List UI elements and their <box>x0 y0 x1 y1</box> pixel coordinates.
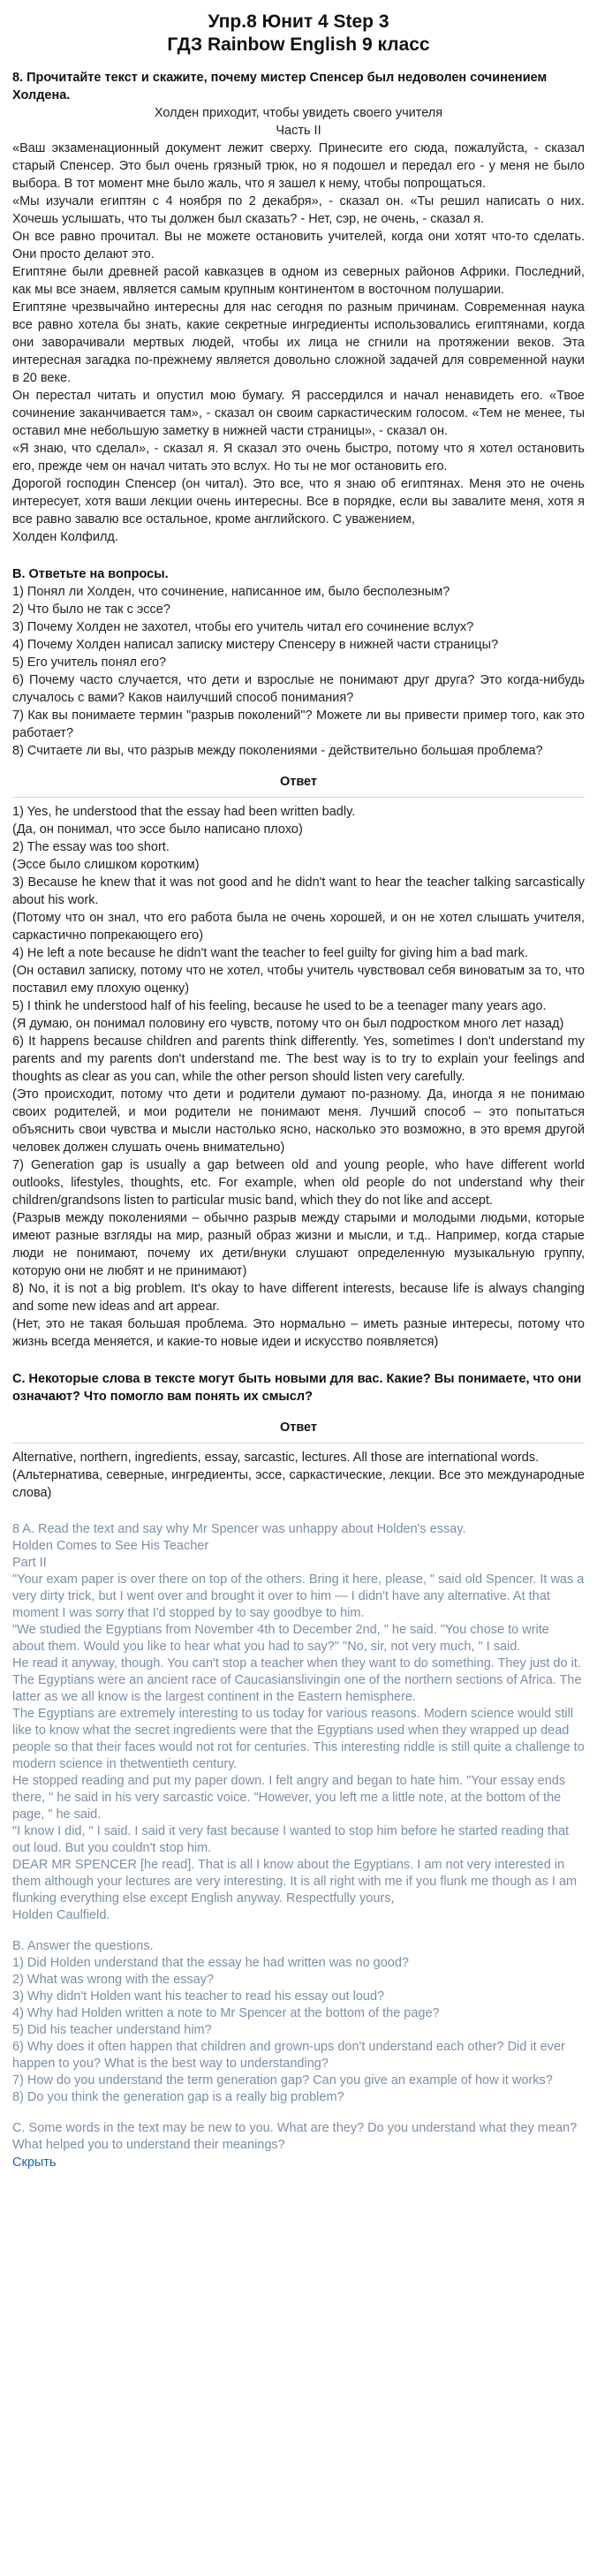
original-paragraph: "I know I did, " I said. I said it very fast because I wanted to stop him before he started reading that out loud. But you couldn't stop him. <box>12 1824 570 1855</box>
original-task-heading: 8 A. Read the text and say why Mr Spencer was unhappy about Holden's essay. <box>12 1522 466 1536</box>
collapse-link[interactable]: Скрыть <box>12 2156 57 2170</box>
original-paragraph: "We studied the Egyptians from November 4th to December 2nd, " he said. "You chose to write about them. Would you like to hear what you had to say?" "No, sir, not very much, " I said. <box>12 1623 549 1654</box>
answer-label: Ответ <box>279 1421 318 1435</box>
answer-translation: (Это происходит, потому что дети и родители думают по-разному. Да, иногда я не понимаю своих родителей, и мои родители не понимают меня. Лучший способ – это попытаться объяснить свои чувства и мысли настолько ясно, насколько это возможно, в это время другой человек должен слушать очень внимательно) <box>12 1087 585 1155</box>
task-c-heading: С. Некоторые слова в тексте могут быть новыми для вас. Какие? Вы понимаете, что они означают? Что помогло вам понять их смысл? <box>12 1372 582 1404</box>
original-question: 2) What was wrong with the essay? <box>12 1973 215 1987</box>
answer-translation: (Он оставил записку, потому что не хотел, чтобы учитель чувствовал себя виноватым за то, что поставил ему плохую оценку) <box>12 964 585 996</box>
story-paragraph: Египтяне были древней расой кавказцев в одном из северных районов Африки. Последний, как мы все знаем, является самым крупным континентом в восточном полушарии. <box>12 265 585 297</box>
original-paragraph: The Egyptians were an ancient race of Caucasianslivingin one of the northern sections of Africa. The latter as we all know is the largest continent in the Eastern hemisphere. <box>12 1673 582 1704</box>
original-question: 6) Why does it often happen that children and grown-ups don't understand each other? Did it ever happen to you? What is the best way to understanding? <box>12 2040 565 2071</box>
story-paragraph: «Ваш экзаменационный документ лежит сверху. Принесите его сюда, пожалуйста, - сказал старый Спенсер. Это был очень грязный трюк, но я подошел и передал его - у меня не было выбора. В тот момент мне было жаль, что я зашел к нему, чтобы попрощаться. <box>12 141 585 191</box>
task-b-answers <box>12 803 585 1351</box>
task-b-section <box>12 565 585 1351</box>
answer-translation: (Я думаю, он понимал половину его чувств, потому что он был подростком много лет назад) <box>12 1017 564 1031</box>
answer-label: Ответ <box>279 775 318 789</box>
story-paragraph: «Я знаю, что сделал», - сказал я. Я сказал это очень быстро, потому что я хотел остановить его, прежде чем он начал читать это вслух. Но ты не мог остановить его. <box>12 442 585 474</box>
story-paragraph: Египтяне чрезвычайно интересны для нас сегодня по разным причинам. Современная наука все равно хотела бы знать, какие секретные ингредиенты использовались египтянами, когда они заворачивали мертвых людей, чтобы их лица не сгнили на протяжении веков. Эта интересная загадка по-прежнему является довольно сложной задачей для современной науки в 20 веке. <box>12 300 585 385</box>
task-c-section <box>12 1370 585 1502</box>
question-item: 1) Понял ли Холден, что сочинение, написанное им, было бесполезным? <box>12 585 450 599</box>
original-paragraph: The Egyptians are extremely interesting to us today for various reasons. Modern science would still like to know what the secret ingredients were that the Egyptians used when they wrapped up dead people so that their faces would not rot for centuries. This interesting riddle is still quite a challenge to modern science in thetwentieth century. <box>12 1707 585 1771</box>
task-8-section <box>12 69 585 546</box>
original-paragraph: He stopped reading and put my paper down. I felt angry and began to hate him. "Your essay ends there, " he said in his very sarcastic voice. "However, you left me a little note, at the bottom of the page, " he said. <box>12 1774 566 1822</box>
answer-translation: (Да, он понимал, что эссе было написано плохо) <box>12 822 303 837</box>
answer-item: 8) No, it is not a big problem. It's okay to have different interests, because life is always changing and some new ideas and art appear. <box>12 1282 585 1314</box>
page-title <box>12 11 585 57</box>
question-item: 3) Почему Холден не захотел, чтобы его учитель читал его сочинение вслух? <box>12 620 474 634</box>
question-item: 5) Его учитель понял его? <box>12 655 167 670</box>
task-8-heading: 8. Прочитайте текст и скажите, почему мистер Спенсер был недоволен сочинением Холдена. <box>12 71 548 102</box>
original-question: 1) Did Holden understand that the essay he had written was no good? <box>12 1956 409 1970</box>
answer-translation: (Нет, это не такая большая проблема. Это нормально – иметь разные интересы, потому что жизнь всегда меняется, и какие-то новые идеи и искусство появляется) <box>12 1317 585 1349</box>
original-task-b-heading: B. Answer the questions. <box>12 1939 154 1953</box>
answer-item: 7) Generation gap is usually a gap between old and young people, who have different world outlooks, lifestyles, thoughts, etc. For example, when old people do not understand why their children/grandsons listen to particular music band, which they do not like and accept. <box>12 1158 585 1208</box>
answer-translation: (Разрыв между поколениями – обычно разрыв между старыми и молодыми людьми, которые имеют разные взгляды на мир, разный образ жизни и мысли, и т.д.. Например, когда старые люди не понимают, почему их дети/внуки слушают определенную музыкальную группу, которую они не любят и не принимают) <box>12 1211 585 1278</box>
question-item: 8) Считаете ли вы, что разрыв между поколениями - действительно большая проблема? <box>12 744 543 758</box>
question-item: 2) Что было не так с эссе? <box>12 602 170 617</box>
original-text-section <box>12 1521 585 2171</box>
original-paragraph: "Your exam paper is over there on top of the others. Bring it here, please, " said old Spencer. It was a very dirty trick, but I went over and brought it over to him — I didn't have any alternative. At that moment I was sorry that I'd stopped by to say goodbye to him. <box>12 1572 585 1620</box>
task-b-questions <box>12 583 585 760</box>
original-signature: Holden Caulfield. <box>12 1908 110 1922</box>
answer-item: 5) I think he understood half of his feeling, because he used to be a teenager many years ago. <box>12 999 547 1013</box>
story-signature: Холден Колфилд. <box>12 530 118 544</box>
original-story-part: Part II <box>12 1556 47 1570</box>
story-paragraph: «Мы изучали египтян с 4 ноября по 2 декабря», - сказал он. «Ты решил написать о них. Хочешь услышать, что ты должен был сказать? - Нет, сэр, не очень, - сказал я. <box>12 194 585 226</box>
answer-translation: (Альтернатива, северные, ингредиенты, эссе, саркастические, лекции. Все это международные слова) <box>12 1468 585 1500</box>
original-question: 7) How do you understand the term generation gap? Can you give an example of how it works? <box>12 2073 553 2087</box>
original-paragraph: He read it anyway, though. You can't stop a teacher when they want to do something. They just do it. <box>12 1656 581 1671</box>
answer-item: 3) Because he knew that it was not good and he didn't want to hear the teacher talking sarcastically about his work. <box>12 875 585 907</box>
answer-item: Alternative, northern, ingredients, essay, sarcastic, lectures. All those are international words. <box>12 1451 540 1465</box>
question-item: 7) Как вы понимаете термин "разрыв поколений"? Можете ли вы привести пример того, как это работает? <box>12 708 585 740</box>
answer-translation: (Эссе было слишком коротким) <box>12 858 200 872</box>
answer-item: 4) He left a note because he didn't want the teacher to feel guilty for giving him a bad mark. <box>12 946 528 960</box>
answer-item: 6) It happens because children and parents think differently. Yes, sometimes I don't understand my parents and my parents don't understand me. The best way is to try to explain your feelings and thoughts as clear as you can, while the other person should listen very carefully. <box>12 1034 585 1084</box>
original-question: 5) Did his teacher understand him? <box>12 2023 212 2037</box>
original-question: 3) Why didn't Holden want his teacher to read his essay out loud? <box>12 1989 385 2004</box>
page-title-line-1: Упр.8 Юнит 4 Step 3 <box>208 11 389 32</box>
question-item: 4) Почему Холден написал записку мистеру Спенсеру в нижней части страницы? <box>12 638 499 652</box>
original-paragraph: DEAR MR SPENCER [he read]. That is all I know about the Egyptians. I am not very interested in them although your lectures are very interesting. It is all right with me if you flunk me though as I am flunking everything else except English anyway. Respectfully yours, <box>12 1858 578 1905</box>
answer-item: 2) The essay was too short. <box>12 840 170 854</box>
answer-translation: (Потому что он знал, что его работа была не очень хорошей, и он не хотел слышать учителя, саркастично попрекающего его) <box>12 911 585 943</box>
original-question: 4) Why had Holden written a note to Mr Spencer at the bottom of the page? <box>12 2006 440 2020</box>
page-title-line-2: ГДЗ Rainbow English 9 класс <box>167 34 430 55</box>
story-title: Холден приходит, чтобы увидеть своего учителя <box>154 106 443 120</box>
story-paragraph: Он все равно прочитал. Вы не можете остановить учителей, когда они хотят что-то сделать. Они просто делают это. <box>12 230 585 261</box>
original-story-title: Holden Comes to See His Teacher <box>12 1539 209 1553</box>
answer-divider <box>12 797 585 798</box>
story-part: Часть II <box>276 124 321 138</box>
story-paragraph: Он перестал читать и опустил мою бумагу. Я рассердился и начал ненавидеть его. «Твое сочинение заканчивается там», - сказал он своим саркастическим голосом. «Тем не менее, ты оставил мне небольшую заметку в нижней части страницы», - сказал он. <box>12 389 585 438</box>
task-b-heading: В. Ответьте на вопросы. <box>12 567 169 581</box>
question-item: 6) Почему часто случается, что дети и взрослые не понимают друг друга? Это когда-нибудь случалось с вами? Каков наилучший способ понимания? <box>12 673 585 705</box>
original-task-c-heading: C. Some words in the text may be new to you. What are they? Do you understand what they mean? What helped you to understand their meanings? <box>12 2121 578 2152</box>
story-paragraph: Дорогой господин Спенсер (он читал). Это все, что я знаю об египтянах. Меня это не очень интересует, хотя ваши лекции очень интересны. Все в порядке, если вы завалите меня, хотя я все равно завалю все остальное, кроме английского. С уважением, <box>12 477 585 527</box>
story-text <box>12 140 585 546</box>
answer-item: 1) Yes, he understood that the essay had been written badly. <box>12 805 356 819</box>
original-question: 8) Do you think the generation gap is a really big problem? <box>12 2090 344 2104</box>
